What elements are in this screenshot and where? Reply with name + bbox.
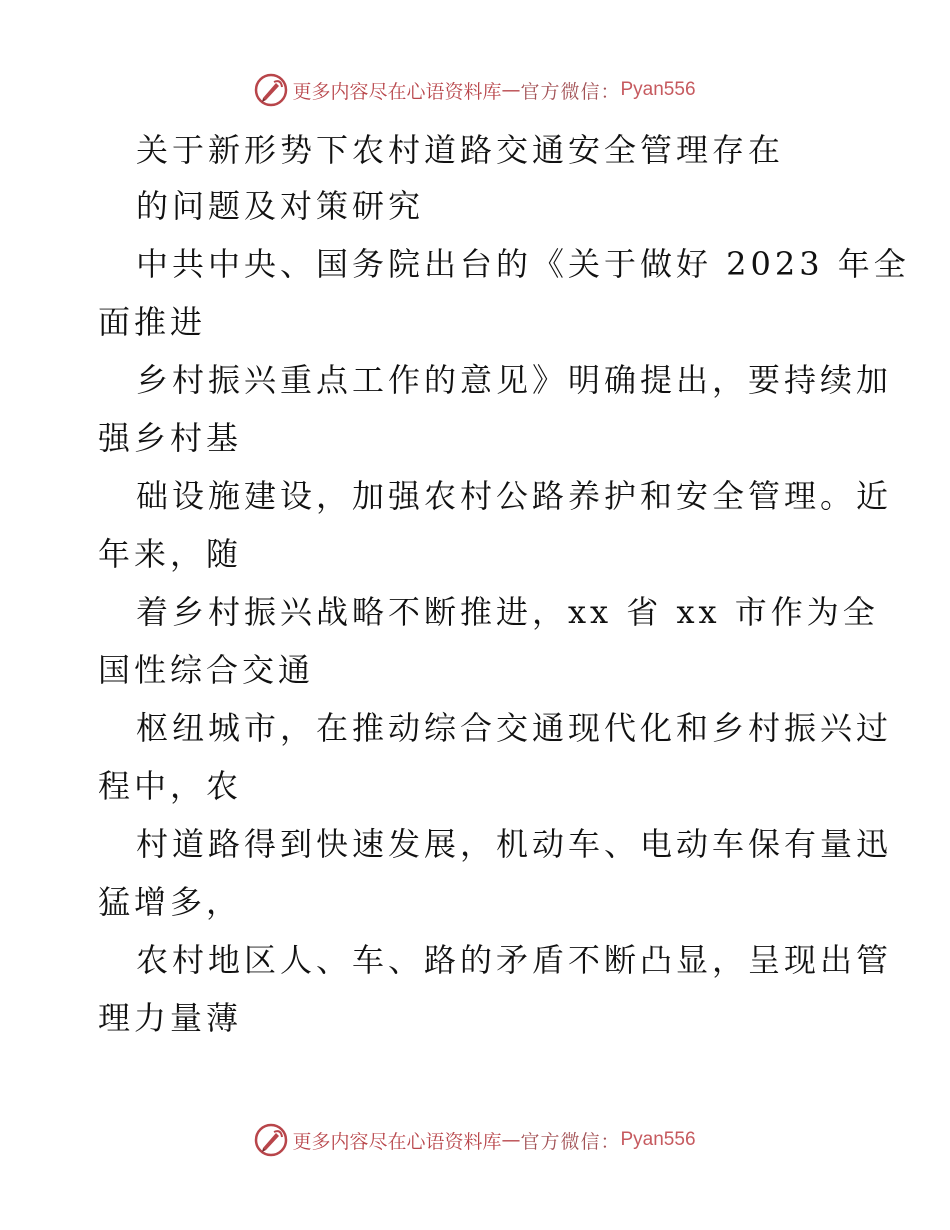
paragraph-line: 面推进 [98,303,207,341]
watermark-text: 更多内容尽在心语资料库 [292,1130,502,1153]
watermark-dash: — [501,79,521,101]
footer-watermark [0,1120,950,1160]
doc-title-line-1: 关于新形势下农村道路交通安全管理存在 [136,131,785,169]
watermark-dash: — [501,1129,521,1151]
paragraph-line: 理力量薄 [98,999,243,1037]
paragraph-line: 农村地区人、车、路的矛盾不断凸显，呈现出管 [136,941,893,979]
paragraph-line: 程中，农 [98,767,243,805]
pen-logo-icon [254,1123,288,1157]
paragraph-line: 强乡村基 [98,419,243,457]
paragraph-line: 着乡村振兴战略不断推进，xx 省 xx 市作为全 [136,593,879,631]
paragraph-line: 年来，随 [98,535,243,573]
watermark-wechat-id: Pyan556 [620,79,696,100]
paragraph-line: 础设施建设，加强农村公路养护和安全管理。近 [136,477,893,515]
paragraph-line: 村道路得到快速发展，机动车、电动车保有量迅 [136,825,893,863]
paragraph-line: 猛增多， [98,883,243,921]
watermark-wechat-id: Pyan556 [620,1129,696,1150]
watermark-text: 更多内容尽在心语资料库 [292,80,502,103]
paragraph-line: 枢纽城市，在推动综合交通现代化和乡村振兴过 [136,709,893,747]
header-watermark [0,70,950,110]
paragraph-line: 国性综合交通 [98,651,315,689]
paragraph-line: 中共中央、国务院出台的《关于做好 2023 年全 [136,245,910,283]
doc-title-line-2: 的问题及对策研究 [136,187,425,225]
pen-logo-icon [254,73,288,107]
watermark-wechat-label: 官方微信： [520,80,621,103]
watermark-wechat-label: 官方微信： [520,1130,621,1153]
paragraph-line: 乡村振兴重点工作的意见》明确提出，要持续加 [136,361,893,399]
